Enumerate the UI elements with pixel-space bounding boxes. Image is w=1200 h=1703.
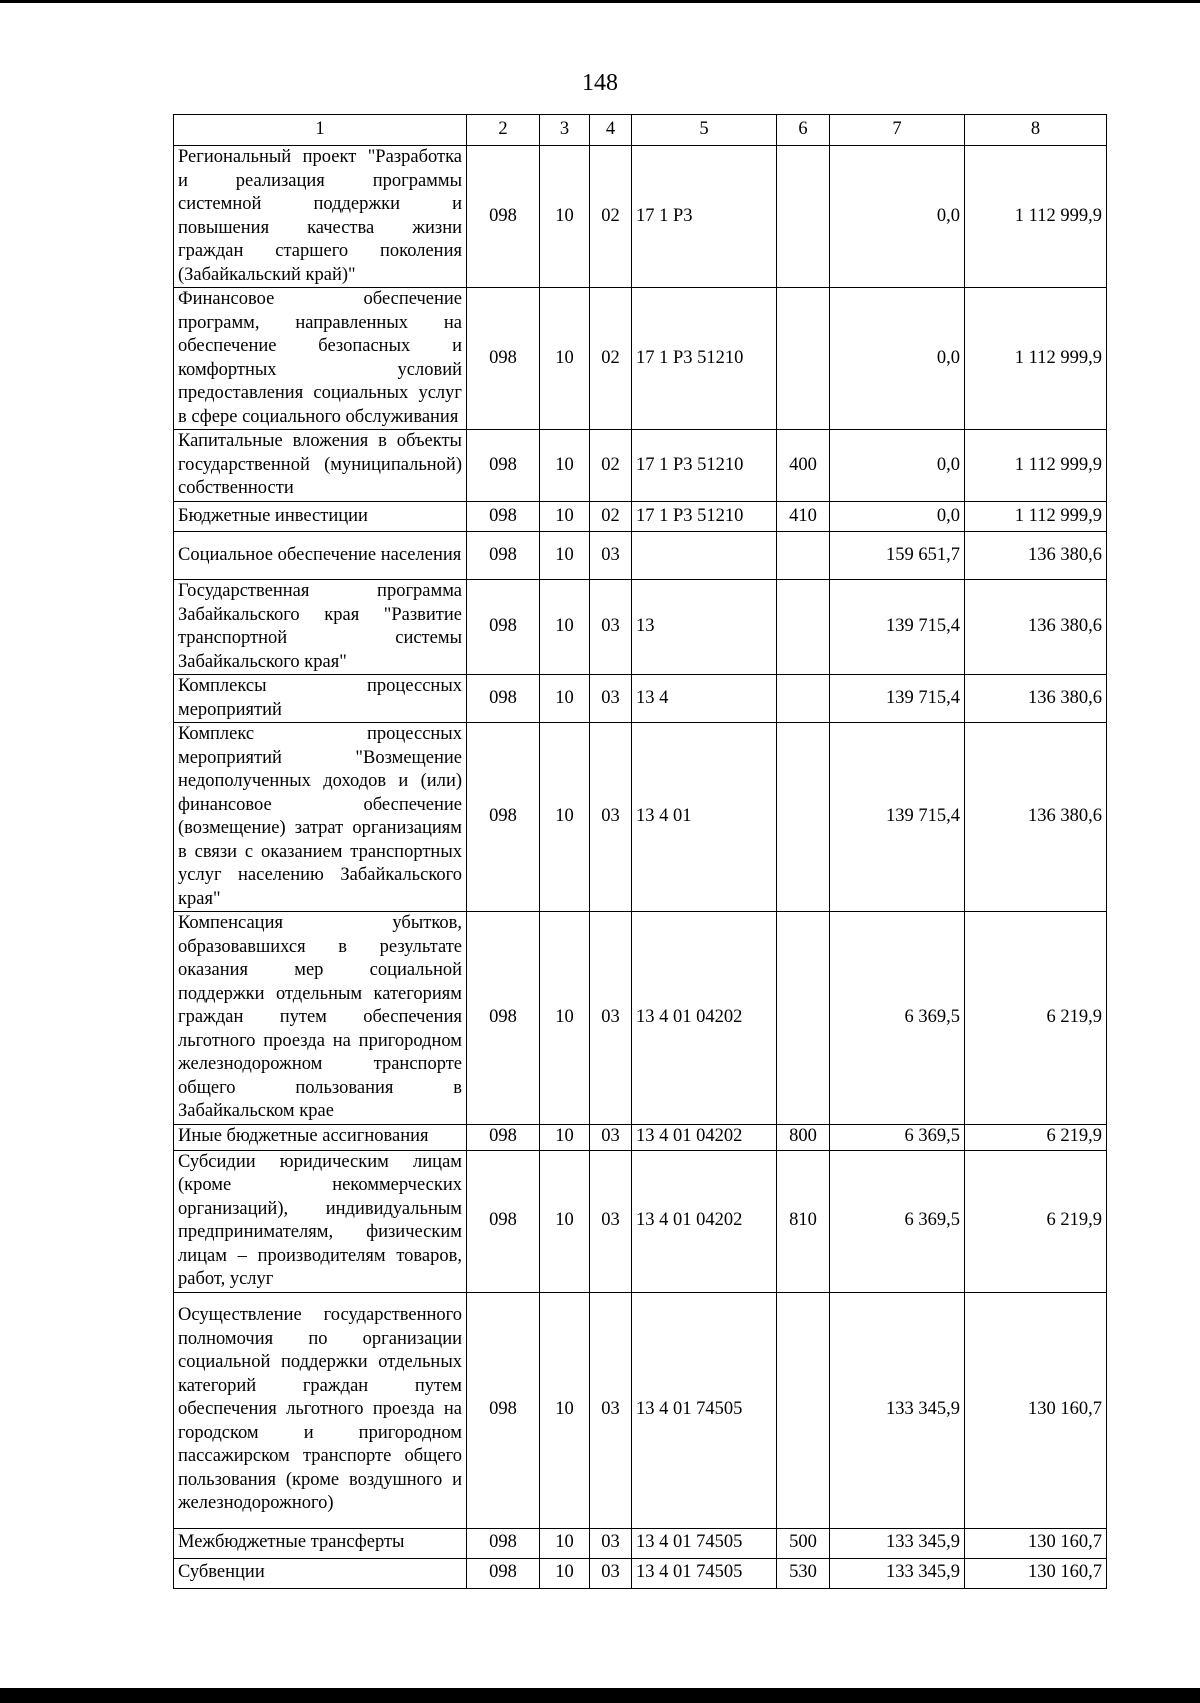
column-header: 8 [965, 115, 1107, 146]
cell-target-article: 13 4 01 04202 [632, 912, 777, 1125]
table-row [174, 723, 1107, 912]
row-name: Региональный проект "Разработка и реализация программы системной поддержки и повышения качества жизни граждан старшего поколения (Забайкальский край)" [174, 146, 467, 288]
table-row [174, 912, 1107, 1125]
cell-subsection: 03 [590, 1528, 632, 1558]
table-row [174, 1150, 1107, 1292]
cell-admin-code: 098 [467, 1124, 540, 1150]
cell-subsection: 03 [590, 580, 632, 675]
cell-target-article: 13 [632, 580, 777, 675]
cell-target-article: 17 1 Р3 51210 [632, 502, 777, 532]
cell-expense-type: 500 [777, 1528, 830, 1558]
cell-amount-7: 139 715,4 [830, 675, 965, 723]
cell-amount-7: 6 369,5 [830, 912, 965, 1125]
column-header: 3 [540, 115, 590, 146]
cell-amount-7: 133 345,9 [830, 1528, 965, 1558]
cell-target-article: 13 4 01 04202 [632, 1150, 777, 1292]
cell-subsection: 03 [590, 1124, 632, 1150]
cell-amount-8: 1 112 999,9 [965, 430, 1107, 502]
cell-subsection: 02 [590, 288, 632, 430]
cell-amount-7: 133 345,9 [830, 1558, 965, 1588]
table-row [174, 146, 1107, 288]
cell-target-article: 17 1 Р3 51210 [632, 288, 777, 430]
cell-admin-code: 098 [467, 502, 540, 532]
cell-subsection: 02 [590, 146, 632, 288]
row-name: Субвенции [174, 1558, 467, 1588]
cell-amount-8: 1 112 999,9 [965, 502, 1107, 532]
page-number: 148 [582, 70, 618, 96]
cell-target-article: 13 4 01 04202 [632, 1124, 777, 1150]
cell-expense-type [777, 288, 830, 430]
cell-target-article: 13 4 01 74505 [632, 1292, 777, 1528]
column-header: 4 [590, 115, 632, 146]
row-name: Осуществление государственного полномочия по организации социальной поддержки отдельных категорий граждан путем обеспечения льготного проезда на городском и пригородном пассажирском транспорте общего пользования (кроме воздушного и железнодорожного) [174, 1292, 467, 1528]
cell-amount-8: 130 160,7 [965, 1528, 1107, 1558]
row-name: Межбюджетные трансферты [174, 1528, 467, 1558]
cell-amount-7: 6 369,5 [830, 1150, 965, 1292]
column-header: 1 [174, 115, 467, 146]
cell-section: 10 [540, 430, 590, 502]
cell-section: 10 [540, 1292, 590, 1528]
cell-target-article: 13 4 [632, 675, 777, 723]
cell-admin-code: 098 [467, 532, 540, 580]
row-name: Капитальные вложения в объекты государственной (муниципальной) собственности [174, 430, 467, 502]
table-row [174, 1528, 1107, 1558]
cell-admin-code: 098 [467, 146, 540, 288]
cell-amount-7: 139 715,4 [830, 580, 965, 675]
cell-subsection: 03 [590, 1292, 632, 1528]
cell-subsection: 02 [590, 502, 632, 532]
cell-section: 10 [540, 1528, 590, 1558]
row-name: Государственная программа Забайкальского края "Развитие транспортной системы Забайкальского края" [174, 580, 467, 675]
cell-target-article: 13 4 01 74505 [632, 1558, 777, 1588]
cell-amount-8: 6 219,9 [965, 1124, 1107, 1150]
cell-amount-8: 6 219,9 [965, 912, 1107, 1125]
cell-target-article: 17 1 Р3 51210 [632, 430, 777, 502]
cell-expense-type [777, 675, 830, 723]
cell-amount-8: 130 160,7 [965, 1558, 1107, 1588]
cell-admin-code: 098 [467, 912, 540, 1125]
cell-target-article: 17 1 Р3 [632, 146, 777, 288]
cell-amount-8: 1 112 999,9 [965, 146, 1107, 288]
cell-expense-type: 810 [777, 1150, 830, 1292]
cell-expense-type [777, 532, 830, 580]
cell-subsection: 03 [590, 1150, 632, 1292]
row-name: Социальное обеспечение населения [174, 532, 467, 580]
cell-subsection: 03 [590, 1558, 632, 1588]
cell-admin-code: 098 [467, 580, 540, 675]
cell-section: 10 [540, 502, 590, 532]
cell-admin-code: 098 [467, 1528, 540, 1558]
cell-subsection: 02 [590, 430, 632, 502]
cell-section: 10 [540, 146, 590, 288]
column-header: 5 [632, 115, 777, 146]
cell-amount-8: 136 380,6 [965, 675, 1107, 723]
cell-admin-code: 098 [467, 675, 540, 723]
cell-amount-7: 133 345,9 [830, 1292, 965, 1528]
table-row [174, 1558, 1107, 1588]
cell-target-article: 13 4 01 74505 [632, 1528, 777, 1558]
cell-admin-code: 098 [467, 1558, 540, 1588]
cell-expense-type [777, 1292, 830, 1528]
cell-amount-7: 0,0 [830, 146, 965, 288]
table-row [174, 675, 1107, 723]
table-row [174, 502, 1107, 532]
row-name: Бюджетные инвестиции [174, 502, 467, 532]
row-name: Компенсация убытков, образовавшихся в результате оказания мер социальной поддержки отдельным категориям граждан путем обеспечения льготного проезда на пригородном железнодорожном транспорте общего пользования в Забайкальском крае [174, 912, 467, 1125]
cell-section: 10 [540, 288, 590, 430]
cell-section: 10 [540, 912, 590, 1125]
cell-target-article: 13 4 01 [632, 723, 777, 912]
cell-subsection: 03 [590, 532, 632, 580]
table-row [174, 288, 1107, 430]
cell-expense-type [777, 580, 830, 675]
cell-subsection: 03 [590, 912, 632, 1125]
cell-admin-code: 098 [467, 1150, 540, 1292]
cell-amount-7: 159 651,7 [830, 532, 965, 580]
cell-expense-type [777, 723, 830, 912]
cell-expense-type: 400 [777, 430, 830, 502]
cell-amount-8: 130 160,7 [965, 1292, 1107, 1528]
table-header-row [174, 115, 1107, 146]
cell-expense-type: 410 [777, 502, 830, 532]
row-name: Финансовое обеспечение программ, направленных на обеспечение безопасных и комфортных условий предоставления социальных услуг в сфере социального обслуживания [174, 288, 467, 430]
cell-admin-code: 098 [467, 1292, 540, 1528]
row-name: Иные бюджетные ассигнования [174, 1124, 467, 1150]
cell-expense-type [777, 146, 830, 288]
cell-target-article [632, 532, 777, 580]
cell-amount-7: 0,0 [830, 502, 965, 532]
table-row [174, 1124, 1107, 1150]
cell-amount-7: 0,0 [830, 288, 965, 430]
cell-section: 10 [540, 580, 590, 675]
cell-admin-code: 098 [467, 288, 540, 430]
cell-admin-code: 098 [467, 430, 540, 502]
cell-section: 10 [540, 1124, 590, 1150]
cell-admin-code: 098 [467, 723, 540, 912]
cell-amount-7: 0,0 [830, 430, 965, 502]
table-row [174, 580, 1107, 675]
cell-subsection: 03 [590, 723, 632, 912]
cell-section: 10 [540, 1150, 590, 1292]
cell-section: 10 [540, 1558, 590, 1588]
page-border-bottom [0, 1688, 1200, 1703]
cell-amount-8: 136 380,6 [965, 580, 1107, 675]
budget-table [173, 114, 1107, 1589]
column-header: 6 [777, 115, 830, 146]
table-row [174, 532, 1107, 580]
cell-expense-type: 530 [777, 1558, 830, 1588]
cell-subsection: 03 [590, 675, 632, 723]
column-header: 7 [830, 115, 965, 146]
cell-section: 10 [540, 675, 590, 723]
table-row [174, 1292, 1107, 1528]
page-border-top [0, 0, 1200, 3]
cell-amount-8: 136 380,6 [965, 723, 1107, 912]
cell-expense-type: 800 [777, 1124, 830, 1150]
cell-amount-8: 136 380,6 [965, 532, 1107, 580]
cell-section: 10 [540, 723, 590, 912]
cell-amount-7: 6 369,5 [830, 1124, 965, 1150]
cell-section: 10 [540, 532, 590, 580]
column-header: 2 [467, 115, 540, 146]
row-name: Комплекс процессных мероприятий "Возмещение недополученных доходов и (или) финансовое обеспечение (возмещение) затрат организациям в связи с оказанием транспортных услуг населению Забайкальского края" [174, 723, 467, 912]
row-name: Комплексы процессных мероприятий [174, 675, 467, 723]
cell-amount-8: 6 219,9 [965, 1150, 1107, 1292]
cell-amount-7: 139 715,4 [830, 723, 965, 912]
table-row [174, 430, 1107, 502]
row-name: Субсидии юридическим лицам (кроме некоммерческих организаций), индивидуальным предпринимателям, физическим лицам – производителям товаров, работ, услуг [174, 1150, 467, 1292]
cell-amount-8: 1 112 999,9 [965, 288, 1107, 430]
cell-expense-type [777, 912, 830, 1125]
